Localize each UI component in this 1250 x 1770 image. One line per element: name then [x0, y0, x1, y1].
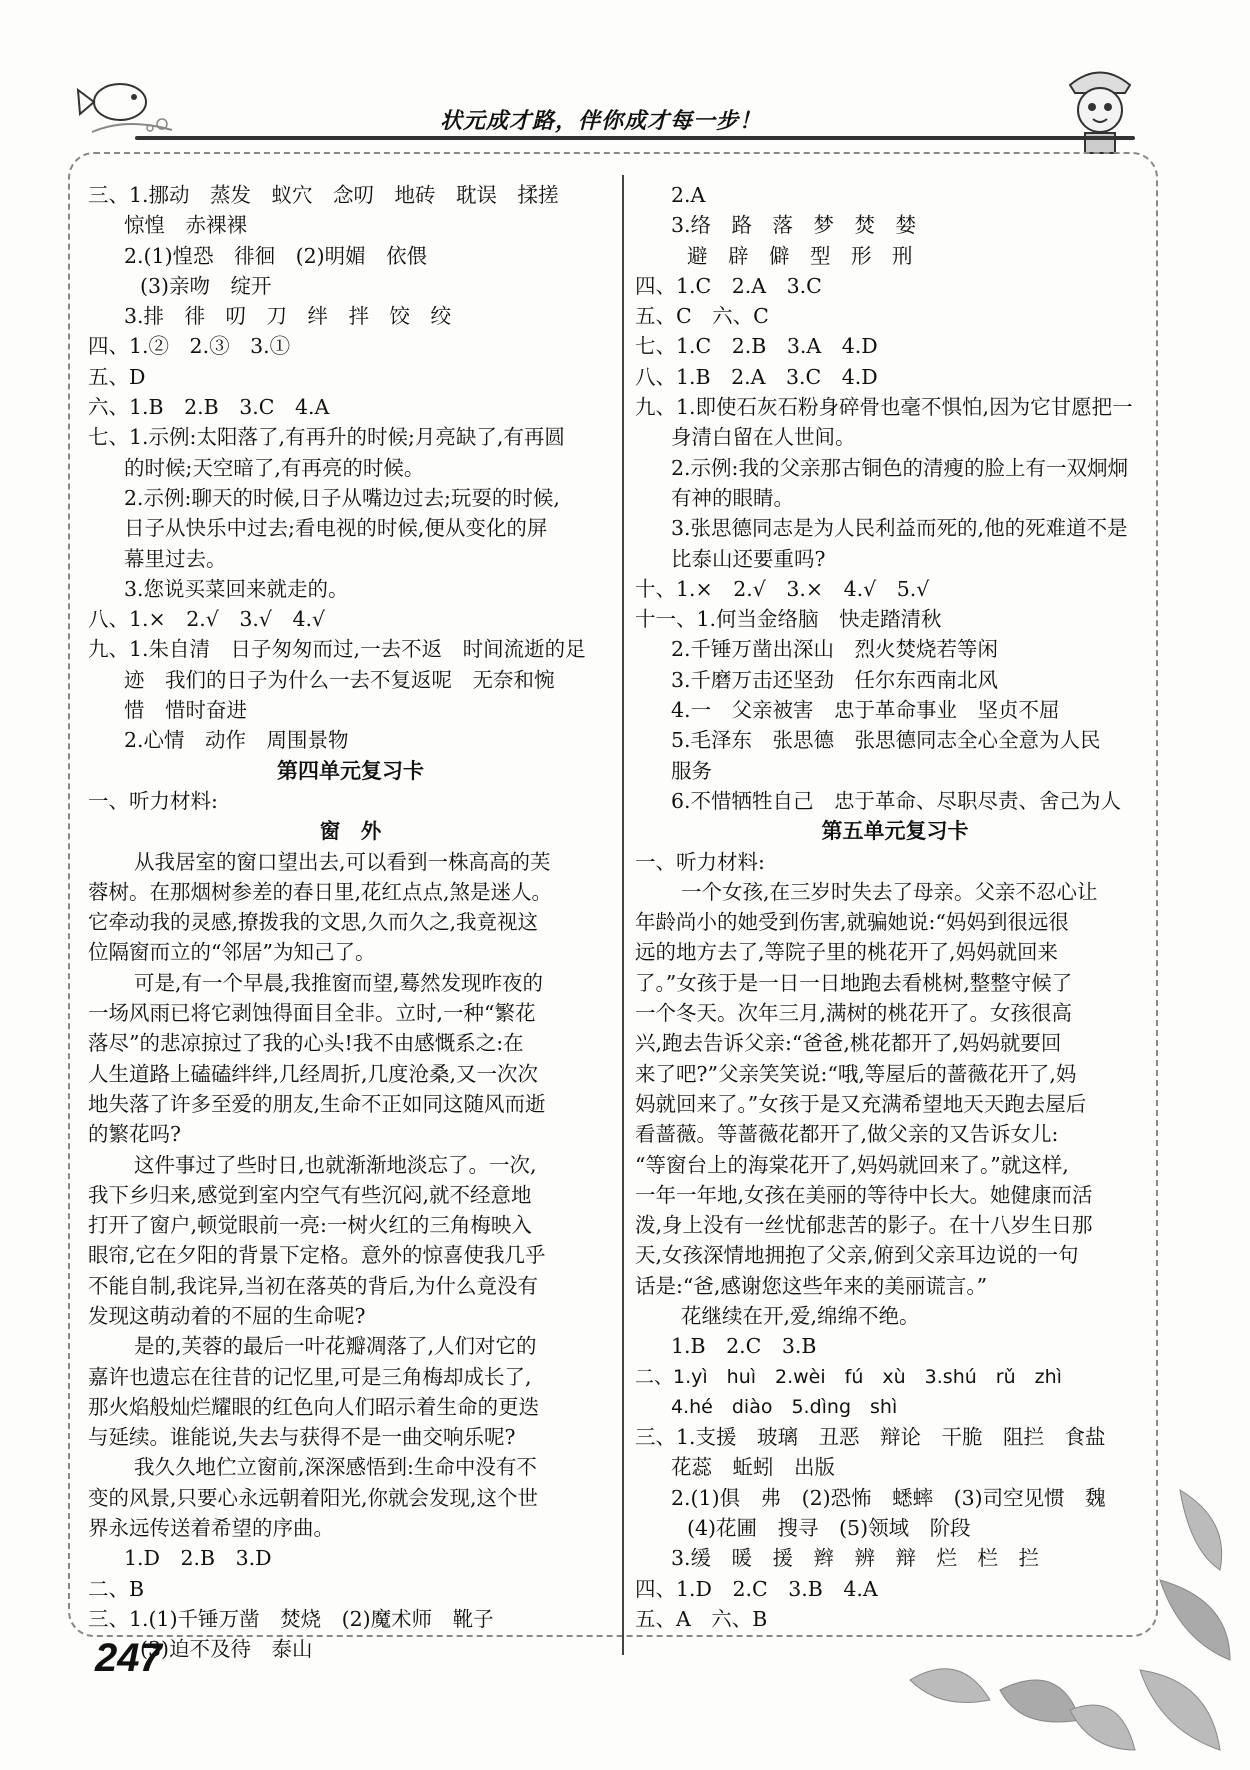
left-column [88, 180, 613, 1665]
left-text-line: 九、1.朱自清 日子匆匆而过,一去不返 时间流逝的足 [88, 637, 586, 662]
left-text-line: 我下乡归来,感觉到室内空气有些沉闷,就不经意地 [88, 1182, 532, 1207]
left-text-line: 是的,芙蓉的最后一叶花瓣凋落了,人们对它的 [134, 1334, 537, 1359]
left-text-line: 它牵动我的灵感,撩拨我的文思,久而久之,我竟视这 [88, 910, 539, 935]
right-text-line: 八、1.B 2.A 3.C 4.D [635, 364, 878, 389]
left-text-line: 嘉许也遗忘在往昔的记忆里,可是三角梅却成长了, [88, 1364, 532, 1389]
left-text-line: 2.(1)惶恐 徘徊 (2)明媚 依偎 [124, 243, 428, 268]
left-section-title: 第四单元复习卡 [277, 757, 424, 783]
left-text-line: 不能自制,我诧异,当初在落英的背后,为什么竟没有 [88, 1273, 539, 1298]
left-text-line: 惜 惜时奋进 [124, 698, 247, 723]
left-text-line: 四、1.② 2.③ 3.① [88, 334, 291, 359]
left-text-line: 眼帘,它在夕阳的背景下定格。意外的惊喜使我几乎 [88, 1243, 546, 1268]
right-text-line: 远的地方去了,等院子里的桃花开了,妈妈就回来 [635, 940, 1059, 965]
right-text-line: 3.缓 暖 援 辫 辨 辩 烂 栏 拦 [671, 1546, 1040, 1571]
left-text-line: 的时候;天空暗了,有再亮的时候。 [124, 455, 425, 480]
right-text-line: 服务 [671, 758, 712, 783]
right-text-line: 四、1.C 2.A 3.C [635, 273, 822, 298]
left-text-line: (3)迫不及待 泰山 [140, 1637, 313, 1662]
right-column [635, 180, 1155, 1634]
right-text-line: 一年一年地,女孩在美丽的等待中长大。她健康而活 [635, 1182, 1093, 1207]
left-text-line: 二、B [88, 1576, 145, 1601]
left-text-line: 七、1.示例:太阳落了,有再升的时候;月亮缺了,有再圆 [88, 425, 565, 450]
right-text-line: 天,女孩深情地拥抱了父亲,俯到父亲耳边说的一句 [635, 1243, 1079, 1268]
left-text-line: 蓉树。在那烟树参差的春日里,花红点点,煞是迷人。 [88, 879, 553, 904]
left-text-line: 日子从快乐中过去;看电视的时候,便从变化的屏 [124, 516, 548, 541]
right-text-line: 一个冬天。次年三月,满树的桃花开了。女孩很高 [635, 1001, 1073, 1026]
left-text-line: 界永远传送着希望的序曲。 [88, 1516, 334, 1541]
left-text-line: 人生道路上磕磕绊绊,几经周折,几度沧桑,又一次次 [88, 1061, 539, 1086]
right-text-line: 有神的眼睛。 [671, 485, 794, 510]
left-text-line: 我久久地伫立窗前,深深感悟到:生命中没有不 [134, 1455, 537, 1480]
right-text-line: 兴,跑去告诉父亲:“爸爸,桃花都开了,妈妈就要回 [635, 1031, 1062, 1056]
right-section-title: 第五单元复习卡 [821, 818, 969, 844]
left-text-line: 八、1.× 2.√ 3.√ 4.√ [88, 607, 326, 632]
right-text-line: 话是:“爸,感谢您这些年来的美丽谎言。” [635, 1273, 988, 1298]
column-divider [622, 175, 624, 1655]
right-text-line: 花蕊 蚯蚓 出版 [671, 1455, 835, 1480]
right-text-line: “等窗台上的海棠花开了,妈妈就回来了。”就这样, [635, 1152, 1069, 1177]
header-slogan: 状元成才路，伴你成才每一步！ [440, 108, 763, 134]
right-text-line: 一、听力材料: [635, 849, 765, 874]
right-text-line: 2.(1)俱 弗 (2)恐怖 蟋蟀 (3)司空见惯 魏 [671, 1485, 1106, 1510]
left-text-line: 3.排 徘 叨 刀 绊 拌 饺 绞 [124, 304, 452, 329]
right-text-line: 一个女孩,在三岁时失去了母亲。父亲不忍心让 [681, 879, 1098, 904]
left-text-line: 位隔窗而立的“邻居”为知己了。 [88, 940, 376, 965]
right-text-line: 五、A 六、B [635, 1606, 768, 1631]
right-text-line: 三、1.支援 玻璃 丑恶 辩论 干脆 阻拦 食盐 [635, 1425, 1106, 1450]
right-text-line: 来了吧?”父亲笑笑说:“哦,等屋后的蔷薇花开了,妈 [635, 1061, 1077, 1086]
right-text-line: 身清白留在人世间。 [671, 425, 856, 450]
right-text-line: 6.不惜牺牲自己 忠于革命、尽职尽责、舍己为人 [671, 788, 1122, 813]
left-text-line: 三、1.(1)千锤万凿 焚烧 (2)魔术师 靴子 [88, 1606, 494, 1631]
right-text-line: 年龄尚小的她受到伤害,就骗她说:“妈妈到很远很 [635, 910, 1069, 935]
right-text-line: 七、1.C 2.B 3.A 4.D [635, 334, 878, 359]
fish-mascot-illustration [72, 62, 182, 142]
right-text-line: 3.张思德同志是为人民利益而死的,他的死难道不是 [671, 516, 1128, 541]
right-text-line: 九、1.即使石灰石粉身碎骨也毫不惧怕,因为它甘愿把一 [635, 395, 1133, 420]
left-text-line: 2.示例:聊天的时候,日子从嘴边过去;玩耍的时候, [124, 485, 560, 510]
right-text-line: 看蔷薇。等蔷薇花都开了,做父亲的又告诉女儿: [635, 1122, 1059, 1147]
right-text-line: 3.络 路 落 梦 焚 婪 [671, 213, 917, 238]
left-text-line: 打开了窗户,顿觉眼前一亮:一树火红的三角梅映入 [88, 1213, 532, 1238]
left-text-line: 发现这萌动着的不屈的生命呢? [88, 1303, 366, 1328]
right-text-line: 五、C 六、C [635, 304, 769, 329]
left-text-line: 从我居室的窗口望出去,可以看到一株高高的芙 [134, 849, 551, 874]
right-text-line: 比泰山还要重吗? [671, 546, 826, 571]
right-text-line: 5.毛泽东 张思德 张思德同志全心全意为人民 [671, 728, 1101, 753]
right-text-line: 3.千磨万击还坚劲 任尔东西南北风 [671, 667, 999, 692]
left-text-line: 惊惶 赤裸裸 [124, 213, 247, 238]
cartoon-scholar-illustration [1050, 55, 1150, 155]
right-text-line: 花继续在开,爱,绵绵不绝。 [681, 1303, 920, 1328]
header-rule [135, 136, 1135, 140]
left-text-line: 变的风景,只要心永远朝着阳光,你就会发现,这个世 [88, 1485, 539, 1510]
left-text-line: 窗 外 [319, 819, 382, 844]
left-text-line: 落尽”的悲凉掠过了我的心头!我不由感慨系之:在 [88, 1031, 524, 1056]
left-text-line: 三、1.挪动 蒸发 蚁穴 念叨 地砖 耽误 揉搓 [88, 183, 559, 207]
leaf-decoration-bottom [900, 1650, 1140, 1770]
left-text-line: 这件事过了些时日,也就渐渐地淡忘了。一次, [134, 1152, 537, 1177]
left-text-line: 五、D [88, 364, 146, 389]
right-text-line: 妈就回来了。”女孩于是又充满希望地天天跑去屋后 [635, 1091, 1087, 1116]
right-text-line: 2.A [671, 183, 706, 207]
left-text-line: 3.您说买菜回来就走的。 [124, 576, 349, 601]
left-text-line: 与延续。谁能说,失去与获得不是一曲交响乐呢? [88, 1425, 516, 1450]
page-number: 247 [95, 1636, 162, 1680]
right-text-line: 避 辟 僻 型 形 刑 [687, 243, 913, 268]
left-text-line: 2.心情 动作 周围景物 [124, 728, 349, 753]
left-text-line: 可是,有一个早晨,我推窗而望,蓦然发现昨夜的 [134, 970, 544, 995]
right-text-line: 4.hé diào 5.dìng shì [671, 1395, 898, 1418]
left-text-line: 那火焰般灿烂耀眼的红色向人们昭示着生命的更迭 [88, 1394, 539, 1419]
right-text-line: 泼,身上没有一丝忧郁悲苦的影子。在十八岁生日那 [635, 1213, 1093, 1238]
right-text-line: 四、1.D 2.C 3.B 4.A [635, 1576, 878, 1601]
left-text-line: 幕里过去。 [124, 546, 227, 571]
left-text-line: 六、1.B 2.B 3.C 4.A [88, 395, 330, 420]
left-text-line: (3)亲吻 绽开 [140, 273, 272, 298]
right-text-line: 十一、1.何当金络脑 快走踏清秋 [635, 607, 942, 632]
left-text-line: 1.D 2.B 3.D [124, 1546, 272, 1571]
right-text-line: 2.示例:我的父亲那古铜色的清瘦的脸上有一双炯炯 [671, 455, 1128, 480]
left-text-line: 地失落了许多至爱的朋友,生命不正如同这随风而逝 [88, 1091, 546, 1116]
right-text-line: 1.B 2.C 3.B [671, 1334, 817, 1359]
left-text-line: 迹 我们的日子为什么一去不复返呢 无奈和惋 [124, 667, 555, 692]
left-text-line: 一、听力材料: [88, 788, 218, 813]
right-text-line: 二、1.yì huì 2.wèi fú xù 3.shú rǔ zhì [635, 1365, 1062, 1388]
right-text-line: 了。”女孩于是一日一日地跑去看桃树,整整守候了 [635, 970, 1073, 995]
right-text-line: 4.一 父亲被害 忠于革命事业 坚贞不屈 [671, 698, 1060, 723]
left-text-line: 的繁花吗? [88, 1122, 181, 1147]
right-text-line: 十、1.× 2.√ 3.× 4.√ 5.√ [635, 576, 930, 601]
left-text-line: 一场风雨已将它剥蚀得面目全非。立时,一种“繁花 [88, 1001, 536, 1026]
right-text-line: 2.千锤万凿出深山 烈火焚烧若等闲 [671, 637, 999, 662]
right-text-line: (4)花圃 搜寻 (5)领域 阶段 [687, 1516, 971, 1541]
